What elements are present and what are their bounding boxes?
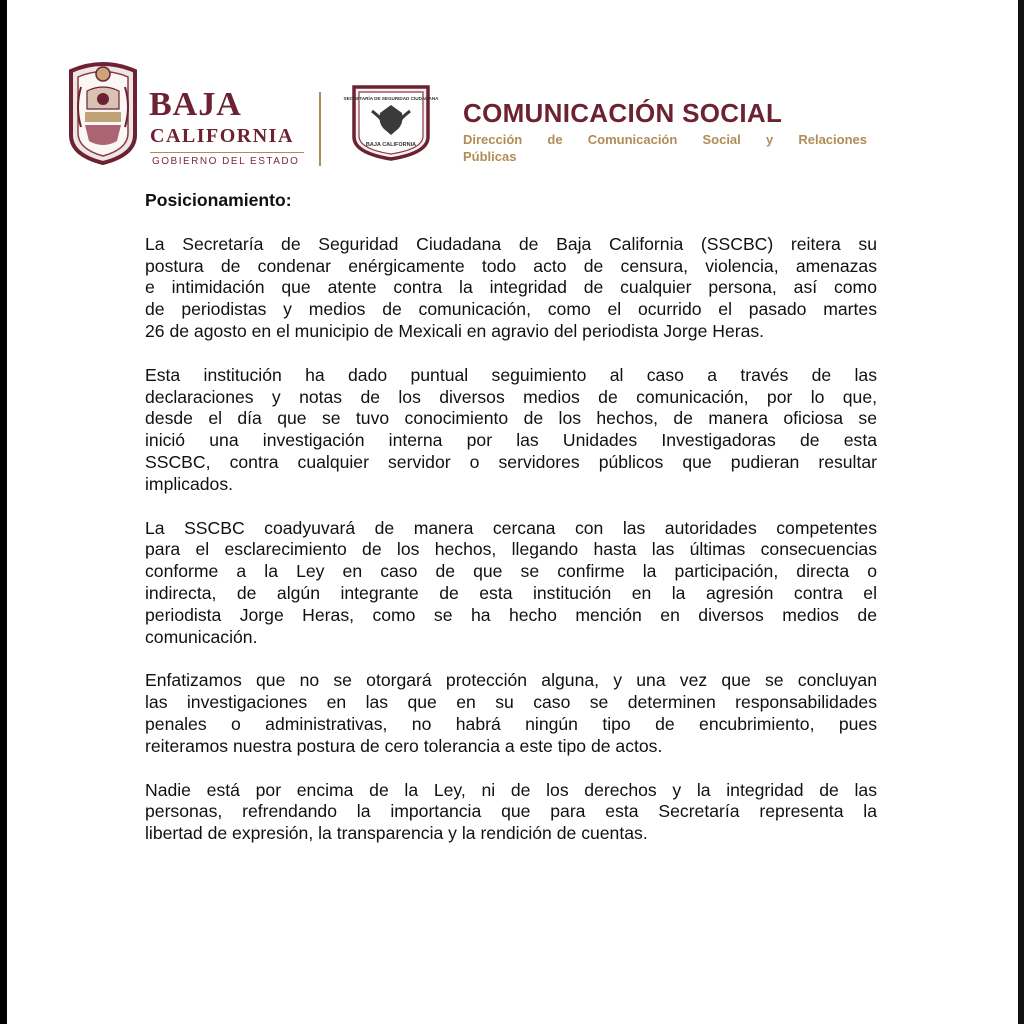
paragraph-line: personas, refrendando la importancia que para esta Secretaría representa la: [145, 801, 877, 822]
paragraph-line: penales o administrativas, no habrá ningún tipo de encubrimiento, pues: [145, 713, 877, 734]
paragraph-line: implicados.: [145, 473, 234, 494]
state-name-line1: BAJA: [149, 86, 242, 123]
paragraph-line: declaraciones y notas de los diversos medios de comunicación, por lo que,: [145, 386, 877, 407]
paragraph-line: Esta institución ha dado puntual seguimiento al caso a través de las: [145, 364, 877, 385]
sscbc-shield-icon: [343, 83, 439, 161]
paragraph-line: comunicación.: [145, 626, 258, 647]
paragraph-line: Nadie está por encima de la Ley, ni de los derechos y la integridad de las: [145, 779, 877, 800]
paragraph: [145, 518, 877, 649]
state-government-label: GOBIERNO DEL ESTADO: [152, 156, 300, 167]
paragraph-line: desde el día que se tuvo conocimiento de los hechos, de manera oficiosa se: [145, 408, 877, 429]
document-page: [7, 0, 1018, 1024]
office-subtitle-line1: Dirección de Comunicación Social y Relaciones: [463, 132, 867, 147]
office-subtitle-line2: Públicas: [463, 149, 517, 164]
shield-text-bottom: BAJA CALIFORNIA: [365, 142, 417, 148]
letterhead: [7, 0, 1018, 180]
paragraph-line: conforme a la Ley en caso de que se confirme la participación, directa o: [145, 561, 877, 582]
paragraph-line: La Secretaría de Seguridad Ciudadana de Baja California (SSCBC) reitera su: [145, 233, 877, 254]
paragraph-line: libertad de expresión, la transparencia y la rendición de cuentas.: [145, 823, 648, 844]
paragraph-line: postura de condenar enérgicamente todo acto de censura, violencia, amenazas: [145, 255, 877, 276]
office-subtitle: [463, 131, 867, 165]
viewer-frame: [1018, 0, 1024, 1024]
paragraph-line: periodista Jorge Heras, como se ha hecho mención en diversos medios de: [145, 604, 877, 625]
baja-california-crest-icon: [65, 57, 141, 165]
paragraph-line: inició una investigación interna por las Unidades Investigadoras de esta: [145, 430, 877, 451]
gold-rule: [150, 152, 304, 153]
paragraph: [145, 670, 877, 757]
header-divider: [319, 92, 321, 166]
paragraph: [145, 780, 877, 845]
state-name-line2: CALIFORNIA: [150, 125, 294, 147]
document-body: [145, 190, 877, 867]
paragraphs: [145, 234, 877, 845]
paragraph-line: La SSCBC coadyuvará de manera cercana con las autoridades competentes: [145, 517, 877, 538]
paragraph-line: indirecta, de algún integrante de esta institución en la agresión contra el: [145, 582, 877, 603]
shield-text-top: SECRETARÍA DE SEGURIDAD CIUDADANA: [343, 96, 439, 101]
paragraph: [145, 365, 877, 496]
paragraph-line: Enfatizamos que no se otorgará protección alguna, y una vez que se concluyan: [145, 670, 877, 691]
paragraph-line: para el esclarecimiento de los hechos, llegando hasta las últimas consecuencias: [145, 539, 877, 560]
paragraph-line: SSCBC, contra cualquier servidor o servidores públicos que pudieran resultar: [145, 451, 877, 472]
paragraph-line: las investigaciones en las que en su caso se determinen responsabilidades: [145, 692, 877, 713]
office-title: COMUNICACIÓN SOCIAL: [463, 98, 783, 128]
paragraph-line: de periodistas y medios de comunicación, como el ocurrido el pasado martes: [145, 299, 877, 320]
paragraph-line: 26 de agosto en el municipio de Mexicali en agravio del periodista Jorge Heras.: [145, 320, 765, 341]
paragraph-line: reiteramos nuestra postura de cero tolerancia a este tipo de actos.: [145, 735, 663, 756]
paragraph: [145, 234, 877, 343]
paragraph-line: e intimidación que atente contra la integridad de cualquier persona, así como: [145, 277, 877, 298]
document-heading: Posicionamiento:: [145, 190, 292, 210]
